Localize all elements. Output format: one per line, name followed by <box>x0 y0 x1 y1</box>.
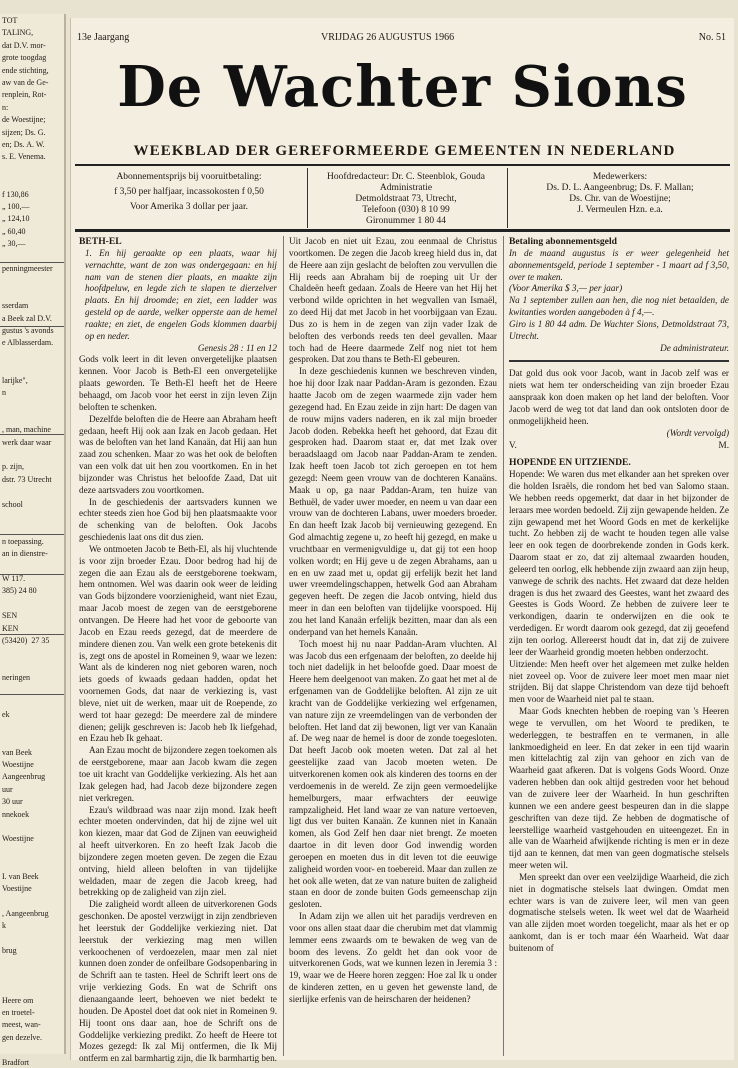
prev-page-fragment: sserdam <box>2 301 29 311</box>
prev-page-fragment: „ 100,— <box>2 202 30 211</box>
prev-page-fragment: an in dienstre- <box>2 549 48 559</box>
prev-page-fragment: a Beek zal D.V. <box>2 313 52 323</box>
article-heading: HOPENDE EN UITZIENDE. <box>509 457 631 469</box>
prev-page-fragment: s. E. Venema. <box>2 152 46 162</box>
column-1 <box>79 236 278 1064</box>
paragraph: Die zaligheid wordt alleen de uitverkorenen Gods geschonken. De apostel verzwijgt in zijn zendbrieven het leerstuk der Goddelijke verkiezing niet. Dat leerstuk der verkiezing mag men willen verkoochenen of verdoezelen, maar men zal niet kunnen doen zonder de onfeilbare Godsopenbaring in de Schrift aan te tasten. Heel de Schrift leert ons de vrije verkiezing Gods. En wat de Schrift ons dienaangaande leert, behoeven we niet bedekt te houden. De Apostel doet dat ook niet in Romeinen 9. Hij toont ons daar aan, hoe de Schrift ons de Goddelijke verkiezing predikt. Zo heeft de Heere tot Mozes gezegd: Ik zal Mij ontfermen, die Ik Mij ontferm en zal barmhartig zijn, die Ik barmhartig ben. <box>79 899 277 1064</box>
subscription-box <box>79 168 299 226</box>
prev-page-fragment: nnekoek <box>2 809 30 819</box>
prev-page-fragment: , Aangeenbrug <box>2 908 49 918</box>
editor-line: Detmoldstraat 73, Utrecht, <box>355 194 457 204</box>
newspaper-page <box>70 18 734 1064</box>
prev-page-fragment: TOT <box>2 16 18 25</box>
notice-signature: De administrateur. <box>660 342 729 353</box>
prev-page-fragment: uur <box>2 784 13 794</box>
prev-page-fragment: I. van Beek <box>2 871 39 881</box>
prev-page-rule <box>0 326 64 327</box>
prev-page-fragment: k <box>2 921 6 931</box>
prev-page-rule <box>0 434 64 435</box>
prev-page-fragment: de Woestijne; <box>2 115 46 125</box>
prev-page-fragment: W 117. <box>2 574 26 583</box>
prev-page-fragment: ek <box>2 710 10 720</box>
prev-page-fragment: gen dezelve. <box>2 1032 42 1042</box>
prev-page-fragment: „ 30,— <box>2 239 26 249</box>
prev-page-fragment: renplein, Rot- <box>2 90 47 100</box>
prev-page-fragment: Woestijne <box>2 760 34 769</box>
prev-page-fragment: sijzen; Ds. G. <box>2 127 46 137</box>
prev-page-fragment: brug <box>2 946 17 955</box>
prev-page-fragment: Voestijne <box>2 884 32 893</box>
prev-page-fragment: penningmeester <box>2 264 53 273</box>
contributors-line: Ds. D. L. Aangeenbrug; Ds. F. Mallan; <box>546 183 694 193</box>
prev-page-fragment: aw van de Ge- <box>2 78 49 87</box>
prev-page-fragment: SEN <box>2 611 18 621</box>
paragraph: Toch moest hij nu naar Paddan-Aram vluchten. Al was Jacob dus een erfgenaam der beloften, zo deelde hij toch niet dadelijk in het beloofde goed. Daar moest de Heere hem deelgenoot van maken. Zo gaat het met al de erfgenamen van de Goddelijke beloften. Al zijn ze uit kracht van de Goddelijke verkiezing wel erfgenamen, van nature zijn ze vreemdelingen van de verbonden der beloften. Het land dat zij bewonen, ligt ver van Kanaän af. De weg naar de hemel is door de zonde toegesloten. Dat heeft Jacob ook moeten weten. Dat zal al het geestelijke zaad van Jacob moeten weten. De uitverkorenen komen ook als kinderen des toorns en der verdoemenis in de wereld. Ze zijn geen vermoedelijke hemelburgers, maar erfwachters der eeuwige rampzaligheid. Het land waar ze van nature vertoeven, ligt dus ver buiten Kanaän. Ze kunnen niet in Kanaän komen, als God Zelf hen daar niet brengt. Ze moeten daartoe in dit leven door God inwendig worden geroepen en moeten dus in dit leven tot die eeuwige zaligheid worden voor- en toebereid. Maar dan zullen ze het ook alle weten, dat ze van nature buiten de zaligheid staan en door de zonde buiten Gods gemeenschap zijn gesloten. <box>289 638 497 910</box>
volume-label: 13e Jaargang <box>77 32 130 43</box>
prev-page-fragment: TALING, <box>2 28 34 38</box>
paragraph: In Adam zijn we allen uit het paradijs verdreven en voor ons allen staat daar die cherubim met dat vlammig lemmer eens zwaards om te bewaken de weg van de boom des levens. Zo geldt het dan ook voor de uitverkorenen Gods, wat we kunnen lezen in Jeremia 3 : 19, waar we de Heere horen zeggen: Hoe zal Ik u onder de kinderen zetten, en u geven het gewenste land, de sierlijke erfenis van de heirscharen der heidenen? <box>289 911 497 1004</box>
prev-page-fragment: 30 uur <box>2 797 23 807</box>
prev-page-fragment: en; Ds. A. W. <box>2 140 45 149</box>
prev-page-rule <box>0 534 64 535</box>
prev-page-fragment: Aangeenbrug <box>2 772 46 782</box>
column-rule <box>503 236 504 1056</box>
contributors-line: Ds. Chr. van de Woestijne; <box>569 194 671 204</box>
prev-page-fragment: van Beek <box>2 747 32 757</box>
prev-page-fragment: „ 124,10 <box>2 214 30 224</box>
prev-page-fragment: werk daar waar <box>2 437 52 447</box>
notice-line: In de maand augustus is er weer gelegenheid het abonnementsgeld, periode 1 september - 1 maart ad f 3,50, over te maken. <box>509 247 729 282</box>
prev-page-fragment: Heere om <box>2 995 34 1005</box>
author-signature <box>509 440 729 452</box>
prev-page-fragment: f 130,86 <box>2 189 29 199</box>
prev-page-rule <box>0 574 64 575</box>
masthead-rule <box>75 164 730 166</box>
header-rule <box>75 229 730 232</box>
contributors-box <box>511 168 729 226</box>
paragraph: Men spreekt dan over een veelzijdige Waarheid, die zich niet in dogmatische stelsels laat dwingen. Omdat men echter wars is van de zuivere leer, wil men van geen dogmatische stelsels weten. Ik weet wel dat de Waarheid van alle zijden moet worden toegelicht, maar als het er op aankomt, dan is er toch maar één Waarheid. Wat daar buitenom of <box>509 871 729 953</box>
previous-page-sliver <box>0 14 66 1067</box>
paragraph: Uit Jacob en niet uit Ezau, zou eenmaal de Christus voortkomen. De zegen die Jacob kreeg hield dus in, dat de Heere aan zijn geslacht de beloften zou vervullen die Hij reeds aan Abraham bij de roeping uit Ur der Chaldeën heeft gedaan. Zoals de Heere van het Hij het verbond wilde oprichten in het wegvallen van Ismaël, zo deed Hij dat met Jacob in het voorbijgaan van Ezau. Dus zo is hem in de zegen van zijn vader Izak de beloften des verbonds reeds ten deel gevallen. Maar toch had de Heere daarmede Zelf nog niet tot hem gesproken. Dat zou thans te Beth-El gebeuren. <box>289 236 497 365</box>
subscription-line: Voor Amerika 3 dollar per jaar. <box>129 202 248 212</box>
editor-box <box>311 168 501 226</box>
paragraph: In deze geschiedenis kunnen we beschreven vinden, hoe hij door Izak naar Paddan-Aram is gezonden. Ezau haatte Jacob om de zegen waarmede zijn vader hem gezegend had. En Ezau zeide in zijn hart: De dagen van de rouw mijns vaders naderen, en ik zal mijn broeder Jacob doden. Rebekka heeft het gehoord, dat Ezau dit gesproken had. Daarom staat er, dat met Izak over beraadslaagd om Jacob naar Paddan-Aram te zenden. Izak heeft toen Jacob tot zich geroepen en tot hem gezegd: Neem geen vrouw van de dochteren Kanaäns. Maak u op, ga naar Paddan-Aram, ten huize van Bethuël, de vader uwer moeder, en neem u van daar een vrouw van de dochteren Labans, uwer moeders broeder. En dan heeft Izak Jacob bij vernieuwing gezegend. En God almachtig zegene u, zo heeft hij gezegd, en make u vruchtbaar en vermenigvuldige u, dat gij tot een hoop volken wordt; en Hij geve u de zegen Abrahams, aan u en en uw zaad met u, opdat gij erfelijk bezit het land uwer vreemdelingschappen, hetwelk God aan Abraham gegeven heeft. De zegen die Jacob ontving, hield dus meer in dan een beloften van tijdelijke voorspoed. Hij zou het land Kanaän erfelijk bezitten, maar dan als een onderpand van het hemels Kanaän. <box>289 366 497 637</box>
notice-line: (Voor Amerika $ 3,— per jaar) <box>509 283 623 294</box>
editor-line: Administratie <box>379 183 433 193</box>
prev-page-rule <box>0 262 64 263</box>
paragraph: Dat gold dus ook voor Jacob, want in Jacob zelf was er niets wat hem ter onderscheiding van zijn broeder Ezau aanspraak kon doen maken op het land der beloften. Voor Jacob werd de weg tot dat land dan ook ontsloten door de onmogelijkheid heen. <box>509 368 729 426</box>
prev-page-fragment: n: <box>2 102 9 112</box>
paragraph: Ezau's wildbraad was naar zijn mond. Izak heeft echter moeten ondervinden, dat hij de zijne wel uit kon kiezen, maar dat God de Zijnen van eeuwigheid al heeft uitverkoren. En zo heeft Izak Jacob die bijzondere zegen moeten geven. De zegen die Ezau ontving, hield alleen beloften in van tijdelijke weldaden, maar de zegen die Jacob kreeg, had betrekking op de zaligheid van zijn ziel. <box>79 804 277 898</box>
editor-line: Hoofdredacteur: Dr. C. Steenblok, Gouda <box>326 172 486 182</box>
prev-page-fragment: ende stichting, <box>2 65 49 75</box>
scripture-reference: Genesis 28 : 11 en 12 <box>197 342 277 353</box>
issue-date: VRIJDAG 26 AUGUSTUS 1966 <box>321 32 455 43</box>
prev-page-fragment: e Alblasserdam. <box>2 338 54 348</box>
prev-page-fragment: 385) 24 80 <box>2 586 37 596</box>
scripture-verse: 1. En hij geraakte op een plaats, waar hij vernachtte, want de zon was ondergegaan: en hij nam van de stenen dier plaats, en maakte zijn hoofdpeluw, en legde zich te slapen te dierzelver plaats. En hij droomde; en ziet, een ladder was gesteld op de aarde, welker opperste aan de hemel raakte; en ziet, de engelen Gods klommen daarbij op en neder. <box>85 247 277 341</box>
prev-page-fragment: neringen <box>2 673 30 683</box>
prev-page-fragment: dstr. 73 Utrecht <box>2 474 52 484</box>
prev-page-fragment: gustus 's avonds <box>2 326 54 335</box>
signature-right: M. <box>718 439 729 450</box>
paragraph: Uitziende: Men heeft over het algemeen met zulke helden niet zoveel op. Voor de zuivere leer moet men maar niet strijden. Bij dat slappe Christendom van deze tijd behoeft men voor de Waarheid niet pal te staan. <box>509 658 729 705</box>
paragraph: Aan Ezau mocht de bijzondere zegen toekomen als de eerstgeborene, maar aan Jacob kwam die zegen toe uit kracht van Goddelijke verkiezing. Als het aan Izak gelegen had, had Jacob deze bijzondere zegen niet verkregen. <box>79 745 278 803</box>
prev-page-fragment: n <box>2 388 6 397</box>
prev-page-fragment: KEN <box>2 623 19 633</box>
continued-note: (Wordt vervolgd) <box>666 427 729 438</box>
paragraph: Gods volk leert in dit leven onvergetelijke plaatsen kennen. Voor Jacob is Beth-El een onvergetelijke plaats geworden. Te Beth-El heeft het de Heere behaagd, om Jacob voor het eerst in zijn leven Zijn beloften te schenken. <box>79 354 277 412</box>
prev-page-fragment: meest, wan- <box>2 1020 41 1030</box>
notice-line: Na 1 september zullen aan hen, die nog niet betaalden, de kwitanties worden aangeboden à f 4,—. <box>509 295 729 318</box>
prev-page-fragment: „ 60,40 <box>2 226 26 236</box>
paragraph: In de geschiedenis der aartsvaders kunnen we echter steeds zien hoe God bij hen plaatsmaakte voor de schenking van de beloften. Ook Jacobs geschiedenis laat ons dit dus zien. <box>79 496 277 543</box>
contributors-line: J. Vermeulen Hzn. e.a. <box>577 205 663 215</box>
editor-line: Telefoon (030) 8 10 99 <box>362 205 450 215</box>
prev-page-rule <box>0 634 64 635</box>
prev-page-fragment: grote toogdag <box>2 53 47 63</box>
prev-page-fragment: (53420) 27 35 <box>2 636 50 645</box>
editor-line: Gironummer 1 80 44 <box>366 216 446 226</box>
prev-page-fragment: en troetel- <box>2 1008 35 1017</box>
paragraph: We ontmoeten Jacob te Beth-El, als hij vluchtende is voor zijn broeder Ezau. Door bedrog had hij de zegen die aan Ezau als de eerstgeborene toekwam, hem ontnomen. Wel was daarin ook weer de leiding van Gods bijzondere voorzienigheid, want niet Ezau, maar Jacob moest de zegen van de eerstgeborene ontvangen. De Heere had het voor de geboorte van Jacob en Ezau reeds gezegd, dat de meerdere de mindere dienen zou. Van welk een grote betekenis dit is, zegt ons de apostel in Romeinen 9, waar we lezen: Want als de kinderen nog niet geboren waren, noch iets goeds of kwaads gedaan hadden, opdat het voornemen Gods, dat naar de verkiezing is, vast bleve, niet uit de werken, maar uit de Roepende, zo werd tot haar gezegd: De meerdere zal de mindere dienen; gelijk geschreven is: Jacob heb Ik liefgehad, en Ezau heb Ik gehaat. <box>79 543 277 744</box>
box-divider <box>507 168 508 228</box>
prev-page-fragment: Bradfort <box>2 1057 30 1067</box>
paragraph: Hopende: We waren dus met elkander aan het spreken over die holden Israëls, die rondom het bed van Salomo staan. We hebben reeds opgemerkt, dat daar in het bijzonder de leraars mee worden bedoeld. Zij zijn gewapende helden. Ze zijn gewapend met het Woord Gods en met de kerkelijke tucht. Zo hebben zij de wacht te houden tegen alle valse leer en ook tegen de doorbrekende zonden in Gods kerk. Daarom staat er zo, dat zij altemaal zwaarden houden, geleerd ten oorlog, elk hebbende zijn zwaard aan zijn heup, vanwege de schrik des nachts. Het zwaard dat deze helden dragen is dus het zwaard des Geestes, want het zwaard des Geestes is Gods Woord. Ze hebben de zuivere leer te verkondigen, daarin te onderwijzen en die ook te verdedigen. Er wordt daarom ook gezegd, dat zij geoefend zijn ten oorlog. Allereerst houdt dat in, dat zij de zuivere leer der Waarheid grondig moeten hebben onderzocht. <box>509 469 729 657</box>
subscription-line: Abonnementsprijs bij vooruitbetaling: <box>116 172 262 182</box>
box-divider <box>307 168 308 228</box>
signature-left: V. <box>509 439 517 450</box>
prev-page-rule <box>0 694 64 695</box>
column-3 <box>509 236 729 1056</box>
prev-page-fragment: school <box>2 499 23 509</box>
notice-heading: Betaling abonnementsgeld <box>509 236 617 247</box>
prev-page-fragment: p. zijn, <box>2 462 24 472</box>
prev-page-fragment: , man, machine <box>2 425 51 435</box>
prev-page-fragment: larijke", <box>2 375 28 385</box>
subscription-line: f 3,50 per halfjaar, incassokosten f 0,50 <box>114 187 264 197</box>
prev-page-fragment: Woestijne <box>2 834 34 844</box>
paragraph: Dezelfde beloften die de Heere aan Abraham heeft gedaan, heeft Hij ook aan Izak en Jacob gedaan. Het was de beloften van het land Kanaän, dat Hij aan hun zaad zou schenken. Maar zo was het ook de beloften van een volk dat uit hen zou voortkomen. En in het bijzonder was Christus het beloofde Zaad, Dat uit deze aartsvaders zou voortkomen. <box>79 413 277 495</box>
payment-notice <box>509 236 729 362</box>
prev-page-fragment: dat D.V. mor- <box>2 40 46 50</box>
column-2 <box>289 236 497 1056</box>
column-rule <box>283 236 284 1056</box>
contributors-line: Medewerkers: <box>592 172 648 182</box>
issue-number: No. 51 <box>698 32 726 43</box>
notice-line: Giro is 1 80 44 adm. De Wachter Sions, Detmoldstraat 73, Utrecht. <box>509 318 729 341</box>
masthead-subtitle: WEEKBLAD DER GEREFORMEERDE GEMEENTEN IN NEDERLAND <box>133 143 676 159</box>
masthead-title: De Wachter Sions <box>117 54 688 120</box>
article-heading: BETH-EL <box>79 236 122 247</box>
prev-page-fragment: n toepassing. <box>2 536 44 546</box>
paragraph: Maar Gods knechten hebben de roeping van 's Heeren wege te vervullen, om het Woord te prediken, te wederleggen, te bestraffen en te vermanen, in alle lankmoedigheid en leer. En dat zeker in een tijd waarin men kittelachtig zal zijn van gehoor en zich van de Waarheid gaat afkeren. Dat is volgens Gods Woord. Onze vaderen hebben dan ook altijd gestreden voor het behoud van de zuivere leer der Waarheid. In hun geschriften kunnen we een andere geest bespeuren dan in die slappe geschriften van deze tijd. Ze hebben de dogmatische of leerstellige waarheid vastgehouden en uiteengezet. En in alle van de Waarheid afwijkende richting is men er in deze tijd aan te kennen, dat men van geen dogmatische stelsels meer weten wil. <box>509 706 729 871</box>
